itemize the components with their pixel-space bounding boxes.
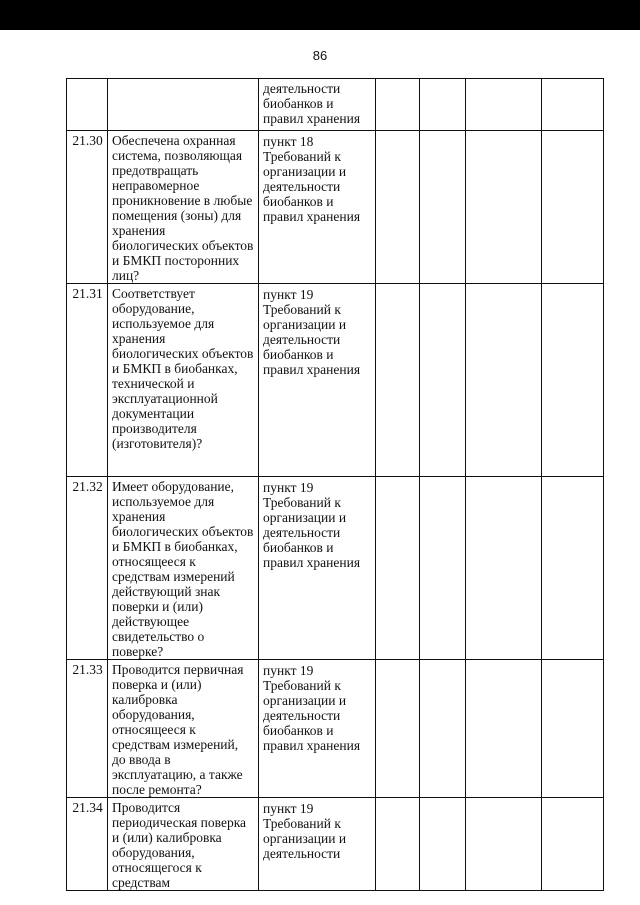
answer-no-cell (420, 477, 466, 660)
note-cell (542, 477, 604, 660)
answer-na-cell (466, 660, 542, 798)
row-reference: пункт 19 Требований к организации и деятельности биобанков и правил хранения (259, 477, 376, 660)
answer-no-cell (420, 79, 466, 131)
table-row (67, 131, 604, 284)
row-number: 21.31 (67, 284, 108, 477)
top-black-bar (0, 0, 640, 30)
note-cell (542, 660, 604, 798)
answer-na-cell (466, 477, 542, 660)
answer-yes-cell (376, 660, 420, 798)
row-reference: пункт 19 Требований к организации и деятельности биобанков и правил хранения (259, 660, 376, 798)
row-reference: пункт 19 Требований к организации и деятельности (259, 798, 376, 891)
note-cell (542, 79, 604, 131)
table-row (67, 660, 604, 798)
row-number: 21.32 (67, 477, 108, 660)
answer-no-cell (420, 798, 466, 891)
table-row (67, 79, 604, 131)
answer-yes-cell (376, 79, 420, 131)
answer-yes-cell (376, 477, 420, 660)
row-reference: деятельности биобанков и правил хранения (259, 79, 376, 131)
row-question: Имеет оборудование, используемое для хранения биологических объектов и БМКП в биобанках, относящееся к средствам измерений действующий знак поверки и (или) действующее свидетельство о поверке? (108, 477, 259, 660)
row-reference: пункт 19 Требований к организации и деятельности биобанков и правил хранения (259, 284, 376, 477)
answer-no-cell (420, 660, 466, 798)
answer-na-cell (466, 798, 542, 891)
table-row (67, 798, 604, 891)
row-question: Проводится периодическая поверка и (или) калибровка оборудования, относящегося к средствам (108, 798, 259, 891)
row-question: Обеспечена охранная система, позволяющая предотвращать неправомерное проникновение в любые помещения (зоны) для хранения биологических объектов и БМКП посторонних лиц? (108, 131, 259, 284)
answer-na-cell (466, 131, 542, 284)
row-question: Проводится первичная поверка и (или) калибровка оборудования, относящееся к средствам измерений, до ввода в эксплуатацию, а также после ремонта? (108, 660, 259, 798)
answer-yes-cell (376, 284, 420, 477)
note-cell (542, 131, 604, 284)
row-number: 21.33 (67, 660, 108, 798)
answer-no-cell (420, 131, 466, 284)
row-question: Соответствует оборудование, используемое для хранения биологических объектов и БМКП в биобанках, технической и эксплуатационной документации производителя (изготовителя)? (108, 284, 259, 477)
checklist-table (66, 78, 604, 891)
row-number: 21.30 (67, 131, 108, 284)
row-number: 21.34 (67, 798, 108, 891)
answer-yes-cell (376, 131, 420, 284)
answer-na-cell (466, 284, 542, 477)
table-row (67, 477, 604, 660)
answer-na-cell (466, 79, 542, 131)
note-cell (542, 798, 604, 891)
row-reference: пункт 18 Требований к организации и деятельности биобанков и правил хранения (259, 131, 376, 284)
table-row (67, 284, 604, 477)
answer-yes-cell (376, 798, 420, 891)
answer-no-cell (420, 284, 466, 477)
page-number: 86 (312, 48, 328, 63)
row-question (108, 79, 259, 131)
note-cell (542, 284, 604, 477)
row-number (67, 79, 108, 131)
